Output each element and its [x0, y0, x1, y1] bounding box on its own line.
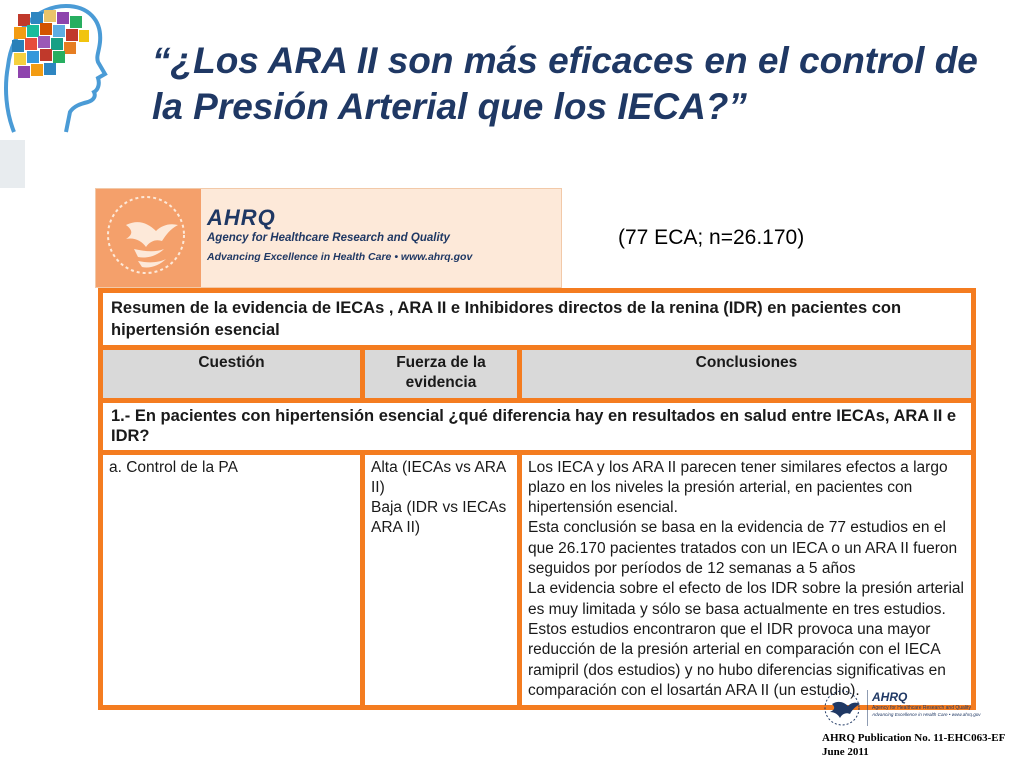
hhs-eagle-icon — [822, 688, 868, 728]
table-heading: Resumen de la evidencia de IECAs , ARA II e Inhibidores directos de la renina (IDR) en pacientes con hipertensión esencial — [103, 293, 971, 345]
conclusion-paragraph: La evidencia sobre el efecto de los IDR sobre la presión arterial es muy limitada y sólo se basa actualmente en tres estudios. Estos estudios encontraron que el IDR provoca una mayor reducción de la presión arterial en comparación con el IECA ramipril (dos estudios) y no hubo diferencias significativas en comparación con el losartán ARA II (un estudio). — [528, 580, 964, 699]
column-header-fuerza: Fuerza de la evidencia — [365, 350, 517, 398]
side-strip — [0, 140, 25, 188]
ahrq-banner — [95, 188, 562, 288]
conclusions-cell — [522, 455, 971, 705]
column-header-conclusiones: Conclusiones — [522, 350, 971, 398]
table-row — [103, 455, 971, 705]
strength-cell — [365, 455, 517, 705]
pub-agency-name: Agency for Healthcare Research and Quality — [872, 705, 971, 711]
page-title: “¿Los ARA II son más eficaces en el control de la Presión Arterial que los IECA?” — [152, 40, 978, 127]
evidence-table — [98, 288, 976, 710]
conclusion-paragraph: Esta conclusión se basa en la evidencia de 77 estudios en el que 26.170 pacientes tratados con un IECA o un ARA II fueron seguidos por períodos de 12 semanas a 5 años — [528, 519, 958, 578]
strength-high: Alta (IECAs vs ARA II) — [371, 458, 506, 496]
publication-date: June 2011 — [822, 746, 869, 758]
head-puzzle-icon — [0, 0, 110, 140]
table-question: 1.- En pacientes con hipertensión esencial ¿qué diferencia hay en resultados en salud entre IECAs, ARA II e IDR? — [103, 403, 971, 450]
publication-block — [822, 688, 1006, 764]
pub-tagline: Advancing Excellence in Health Care • www.ahrq.gov — [872, 712, 981, 717]
ahrq-agency-name: Agency for Healthcare Research and Quality — [207, 232, 450, 244]
hhs-eagle-icon — [96, 189, 201, 287]
ahrq-tagline: Advancing Excellence in Health Care • www.ahrq.gov — [207, 251, 473, 263]
issue-cell: a. Control de la PA — [103, 455, 360, 705]
strength-low: Baja (IDR vs IECAs ARA II) — [371, 499, 507, 537]
pub-ahrq-wordmark: AHRQ — [872, 690, 908, 704]
ahrq-wordmark: AHRQ — [207, 205, 276, 230]
conclusion-paragraph: Los IECA y los ARA II parecen tener similares efectos a largo plazo en los niveles la presión arterial, en pacientes con hipertensión esencial. — [528, 458, 948, 517]
study-count-note: (77 ECA; n=26.170) — [618, 226, 805, 249]
ahrq-logo — [201, 189, 561, 287]
ahrq-small-logo — [822, 688, 1002, 728]
publication-number: AHRQ Publication No. 11-EHC063-EF — [822, 732, 1006, 744]
column-header-cuestion: Cuestión — [103, 350, 360, 398]
